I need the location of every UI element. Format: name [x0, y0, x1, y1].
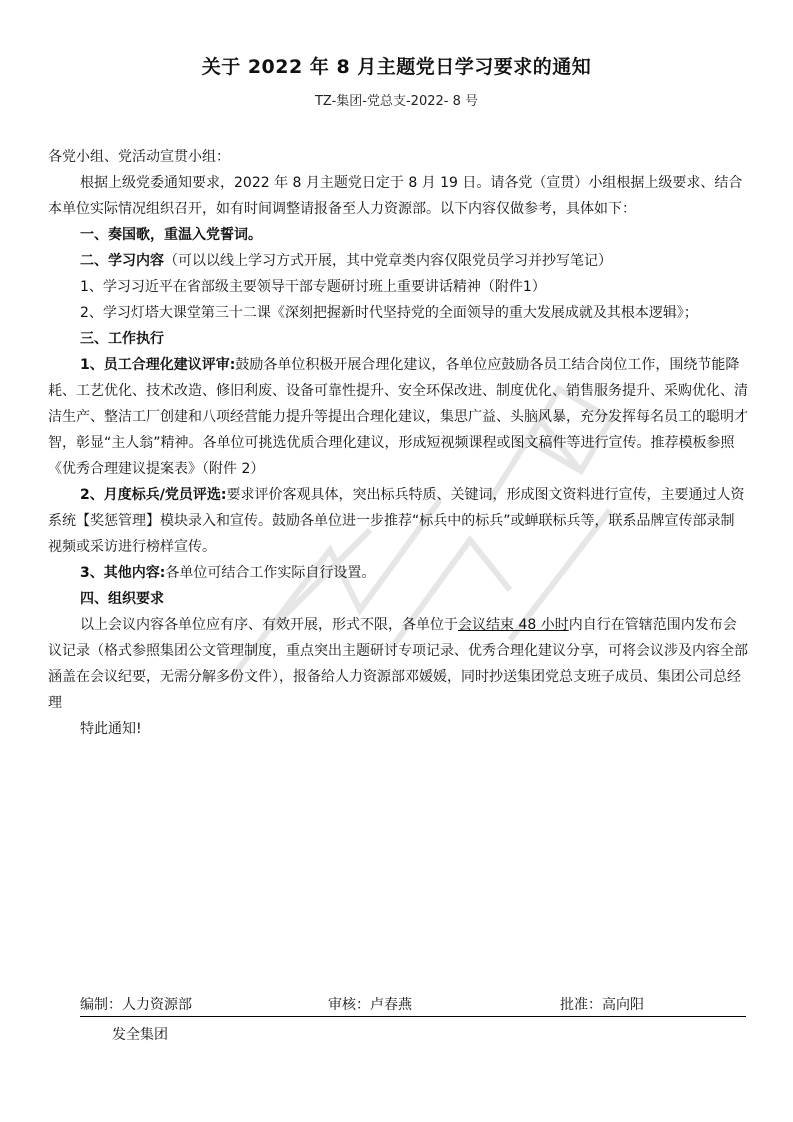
section-4-text-b: 内自行在管辖范围内发布会议记录（格式参照集团公文管理制度，重点突出主题研讨专项记录、优秀合理化建议分享，可将会议涉及内容全部涵盖在会议纪要，无需分解多份文件），报备给人力资源部邓媛媛，同时抄送集团党总支班子成员、集团公司总经理: [48, 617, 748, 711]
item-3-3-label: 3、其他内容:: [80, 565, 166, 581]
item-2-1: 1、学习习近平在省部级主要领导干部专题研讨班上重要讲话精神（附件1）: [80, 279, 546, 295]
section-4-text-a: 以上会议内容各单位应有序、有效开展，形式不限，各单位于: [80, 617, 458, 633]
item-3-3-text: 各单位可结合工作实际自行设置。: [165, 565, 376, 581]
document-number: TZ-集团-党总支-2022- 8 号: [314, 94, 478, 109]
section-1-heading: 一、奏国歌，重温入党誓词。: [80, 227, 262, 243]
document-title: 关于 2022 年 8 月主题党日学习要求的通知: [201, 56, 592, 78]
item-3-2-label: 2、月度标兵/党员评选:: [80, 487, 227, 503]
item-3-1: [48, 352, 748, 482]
item-3-2: [48, 482, 748, 560]
intro-paragraph: 根据上级党委通知要求，2022 年 8 月主题党日定于 8 月 19 日。请各党（宣贯）小组根据上级要求、结合本单位实际情况组织召开，如有时间调整请报备至人力资源部。以下内容仅做参考，具体如下：: [48, 175, 743, 217]
section-3-heading: 三、工作执行: [80, 331, 164, 347]
item-3-2-text: 要求评价客观具体，突出标兵特质、关键词，形成图文资料进行宣传，主要通过人资系统【奖惩管理】模块录入和宣传。鼓励各单位进一步推荐“标兵中的标兵”或蝉联标兵等，联系品牌宣传部录制视频或采访进行榜样宣传。: [48, 487, 745, 555]
salutation: 各党小组、党活动宣贯小组：: [48, 149, 230, 165]
editor-label: 编制：人力资源部: [80, 997, 192, 1013]
approver-label: 批准：高向阳: [560, 997, 644, 1013]
distribution-label: 发全集团: [112, 1027, 168, 1043]
reviewer-label: 审核：卢春燕: [328, 997, 412, 1013]
section-4-heading: 四、组织要求: [80, 591, 164, 607]
signature-line: [80, 994, 746, 1017]
document-body: [48, 144, 748, 742]
item-3-1-label: 1、员工合理化建议评审:: [80, 357, 236, 373]
section-4-paragraph: [48, 612, 748, 716]
item-3-1-text: 鼓励各单位积极开展合理化建议，各单位应鼓励各员工结合岗位工作，围绕节能降耗、工艺优化、技术改造、修旧利废、设备可靠性提升、安全环保改进、制度优化、销售服务提升、采购优化、清洁生产、整洁工厂创建和八项经营能力提升等提出合理化建议，集思广益、头脑风暴，充分发挥每名员工的聪明才智，彰显“主人翁”精神。各单位可挑选优质合理化建议，形成短视频课程或图文稿件等进行宣传。推荐模板参照《优秀合理建议提案表》（附件 2）: [48, 357, 748, 477]
item-3-3: [48, 560, 748, 586]
closing-line: 特此通知!: [80, 721, 142, 737]
item-2-2: 2、学习灯塔大课堂第三十二课《深刻把握新时代坚持党的全面领导的重大发展成就及其根本逻辑》；: [80, 305, 698, 321]
section-2-title: 二、学习内容: [80, 253, 164, 269]
section-4-deadline: 会议结束 48 小时: [458, 617, 569, 633]
section-2-note: （可以以线上学习方式开展，其中党章类内容仅限党员学习并抄写笔记）: [164, 253, 612, 269]
section-2-heading: [48, 248, 748, 274]
